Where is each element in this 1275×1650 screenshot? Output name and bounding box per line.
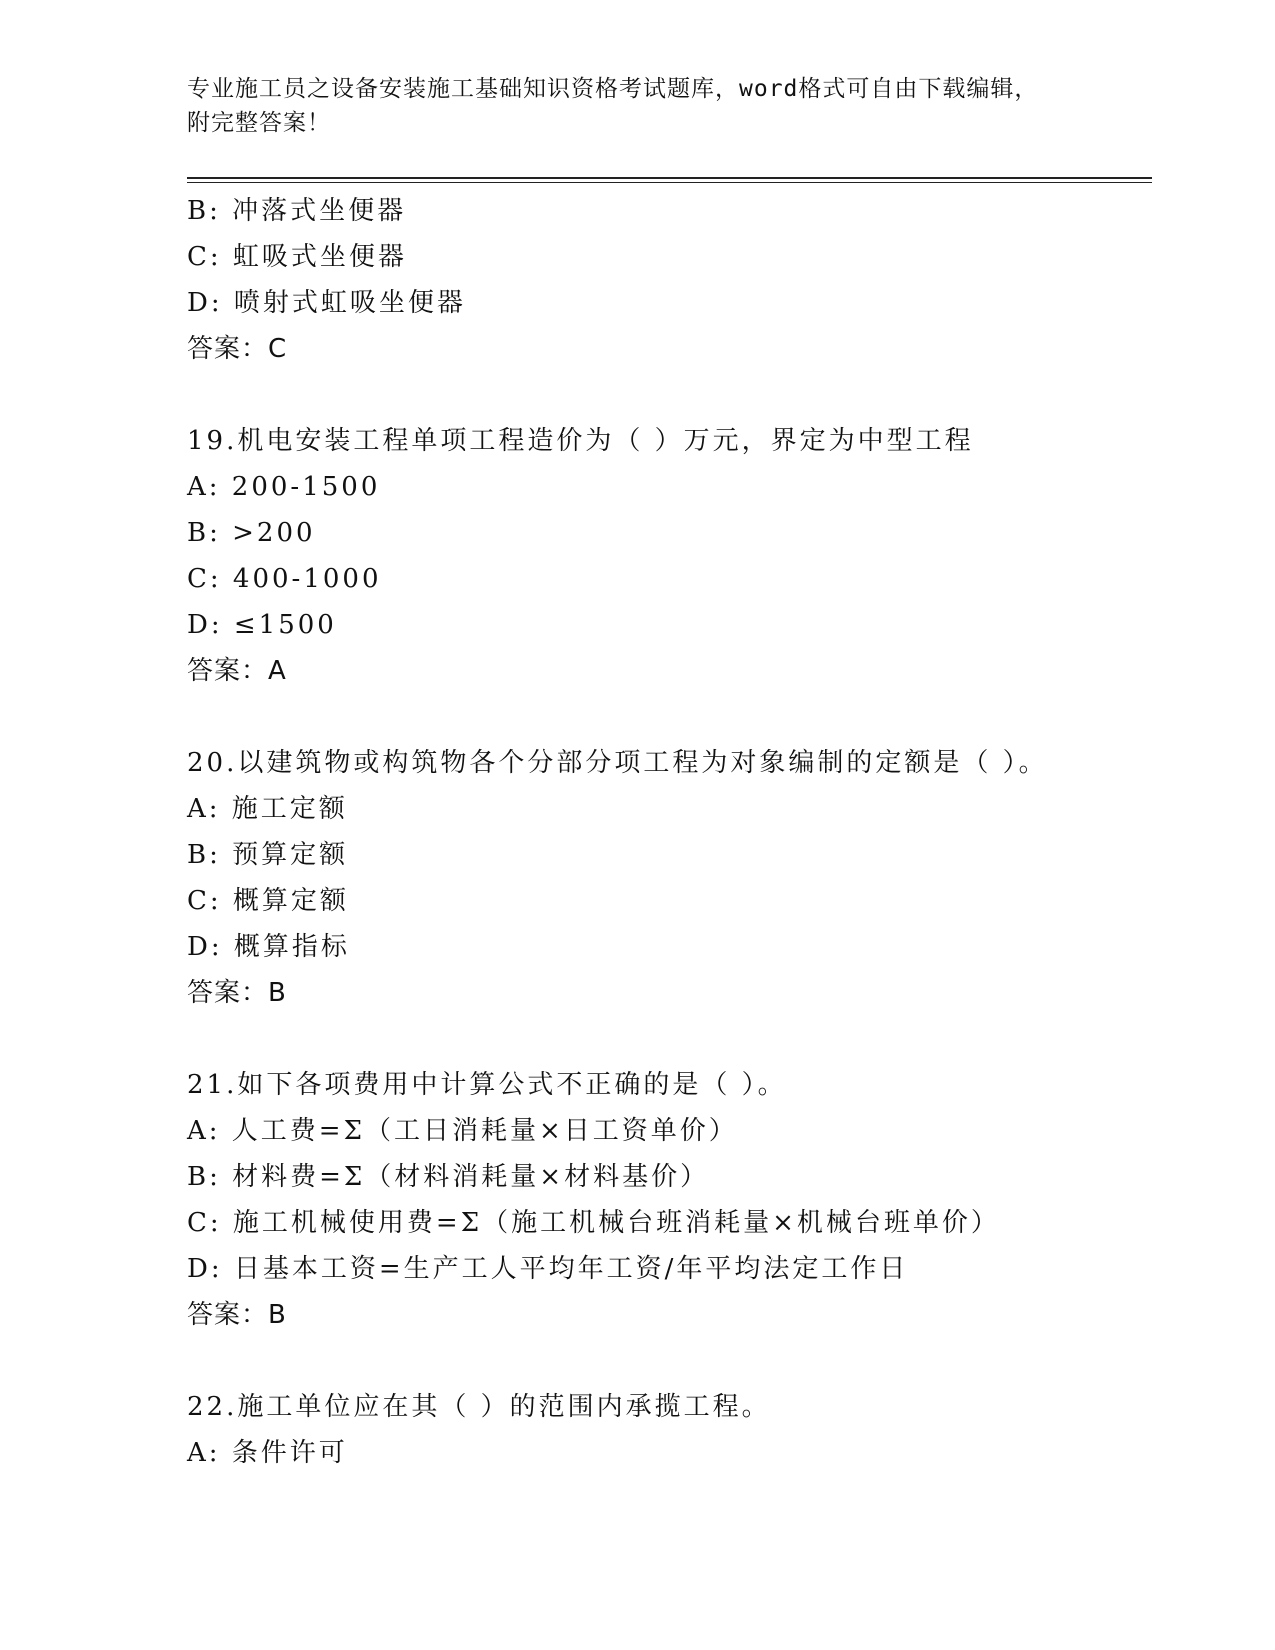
question-text: 21.如下各项费用中计算公式不正确的是（ ）。 xyxy=(187,1070,787,1100)
option-a: A: 条件许可 xyxy=(187,1438,348,1468)
question-22 xyxy=(187,1384,1152,1476)
question-text: 20.以建筑物或构筑物各个分部分项工程为对象编制的定额是（ ）。 xyxy=(187,748,1048,778)
header-divider-thin xyxy=(187,182,1152,183)
question-text: 22.施工单位应在其（ ）的范围内承揽工程。 xyxy=(187,1392,771,1422)
question-21 xyxy=(187,1062,1152,1338)
header-line-2: 附完整答案！ xyxy=(187,110,331,136)
option-b: B: >200 xyxy=(187,518,316,548)
answer: 答案：C xyxy=(187,334,288,364)
option-c: C: 施工机械使用费=Σ（施工机械台班消耗量×机械台班单价） xyxy=(187,1208,1000,1238)
option-d: D: 日基本工资=生产工人平均年工资/年平均法定工作日 xyxy=(187,1254,909,1284)
option-a: A: 200-1500 xyxy=(187,472,381,502)
page-header xyxy=(187,72,1087,140)
answer: 答案：A xyxy=(187,656,287,686)
option-d: D: ≤1500 xyxy=(187,610,337,640)
option-c: C: 概算定额 xyxy=(187,886,349,916)
option-d: D: 概算指标 xyxy=(187,932,350,962)
question-18 xyxy=(187,188,1152,372)
option-c: C: 400-1000 xyxy=(187,564,382,594)
option-b: B: 材料费=Σ（材料消耗量×材料基价） xyxy=(187,1162,710,1192)
header-line-1: 专业施工员之设备安装施工基础知识资格考试题库，word格式可自由下载编辑， xyxy=(187,76,1039,102)
question-list xyxy=(187,188,1152,1476)
option-a: A: 人工费=Σ（工日消耗量×日工资单价） xyxy=(187,1116,738,1146)
option-b: B: 冲落式坐便器 xyxy=(187,196,407,226)
option-b: B: 预算定额 xyxy=(187,840,349,870)
question-19 xyxy=(187,418,1152,694)
answer: 答案：B xyxy=(187,1300,287,1330)
question-20 xyxy=(187,740,1152,1016)
option-a: A: 施工定额 xyxy=(187,794,348,824)
answer: 答案：B xyxy=(187,978,287,1008)
option-c: C: 虹吸式坐便器 xyxy=(187,242,407,272)
option-d: D: 喷射式虹吸坐便器 xyxy=(187,288,466,318)
question-text: 19.机电安装工程单项工程造价为（ ）万元，界定为中型工程 xyxy=(187,426,974,456)
header-divider-thick xyxy=(187,177,1152,179)
